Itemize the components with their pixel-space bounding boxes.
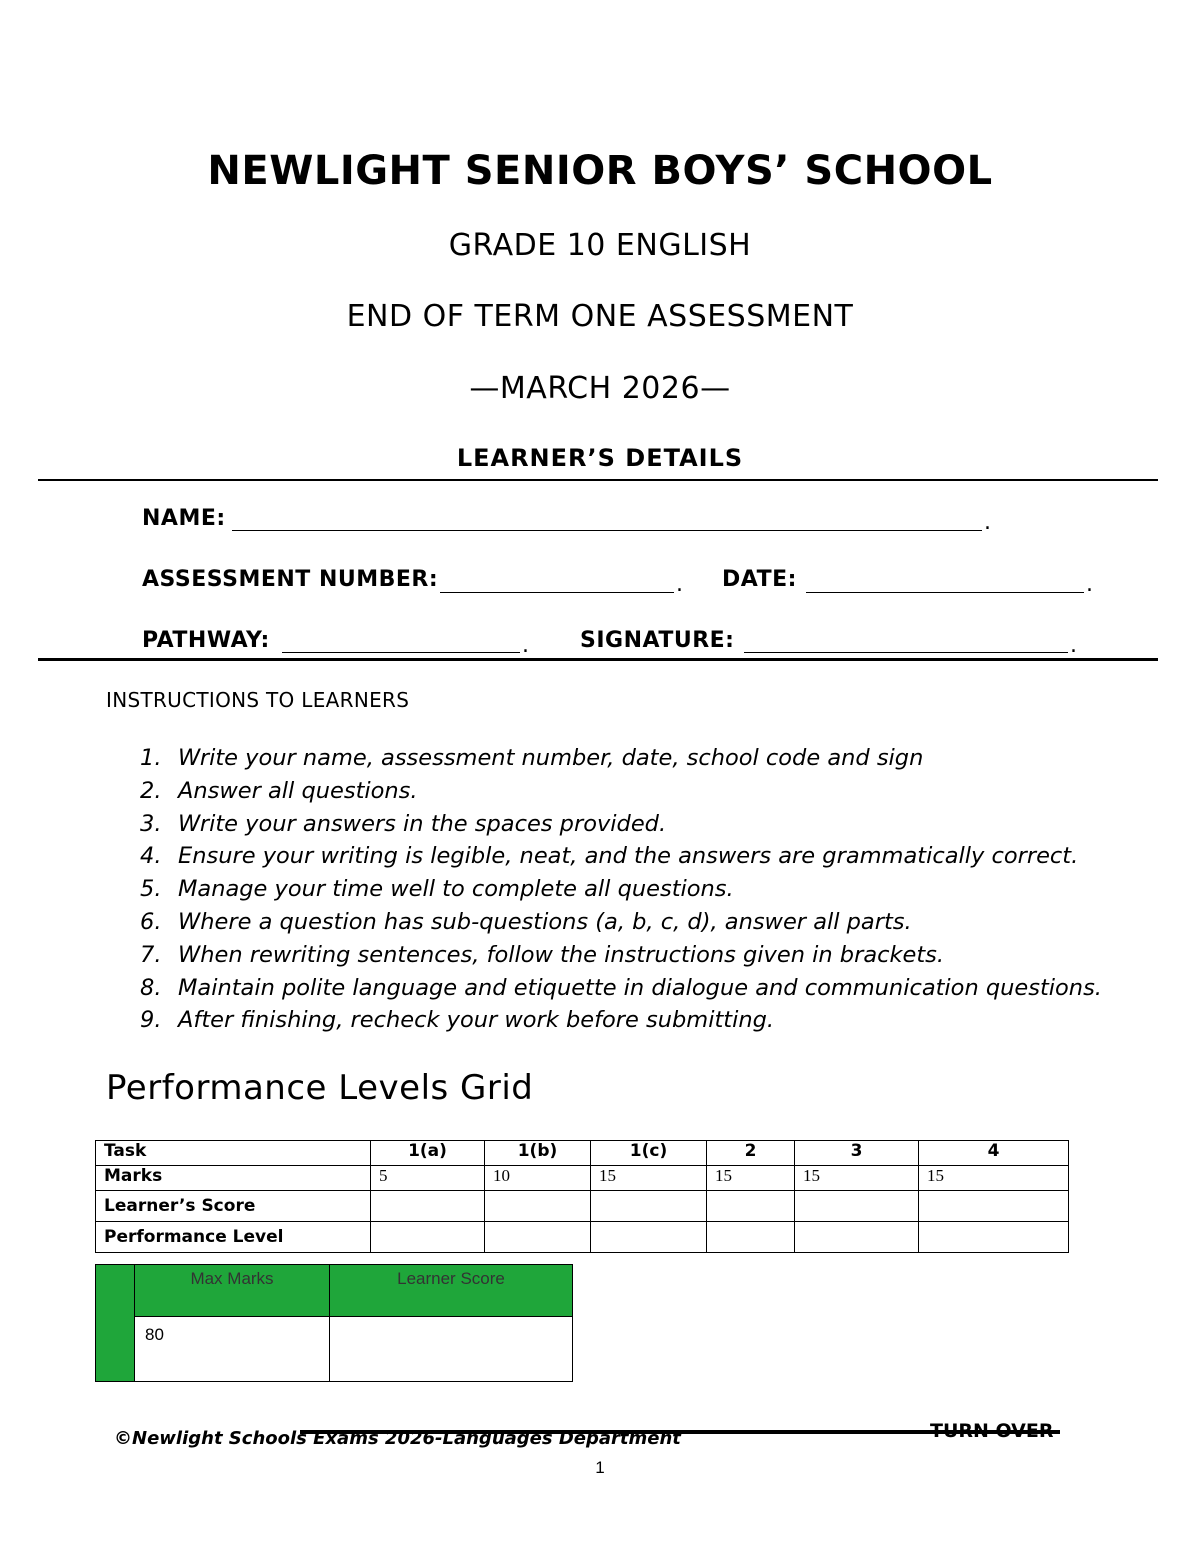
signature-dot: . bbox=[1070, 633, 1077, 658]
marks-cell: 10 bbox=[485, 1166, 591, 1191]
performance-grid-heading: Performance Levels Grid bbox=[106, 1068, 534, 1108]
level-cell[interactable] bbox=[371, 1222, 485, 1253]
page-number: 1 bbox=[595, 1458, 605, 1477]
level-cell[interactable] bbox=[485, 1222, 591, 1253]
level-cell[interactable] bbox=[591, 1222, 707, 1253]
instruction-number: 6. bbox=[140, 908, 162, 935]
learner-score-value[interactable] bbox=[330, 1317, 573, 1382]
marks-cell: 15 bbox=[591, 1166, 707, 1191]
summary-side-bar bbox=[96, 1265, 135, 1382]
pathway-field[interactable] bbox=[282, 652, 520, 653]
performance-level-row bbox=[96, 1222, 1069, 1253]
instruction-text: When rewriting sentences, follow the instructions given in brackets. bbox=[178, 941, 945, 968]
signature-label: SIGNATURE: bbox=[580, 628, 735, 653]
score-cell[interactable] bbox=[795, 1191, 919, 1222]
turn-over-label: TURN OVER bbox=[930, 1420, 1054, 1442]
learner-score-header: Learner Score bbox=[330, 1265, 573, 1317]
instruction-number: 7. bbox=[140, 941, 162, 968]
task-header: 4 bbox=[919, 1141, 1069, 1166]
task-row bbox=[96, 1141, 1069, 1166]
level-cell[interactable] bbox=[919, 1222, 1069, 1253]
instruction-item bbox=[140, 939, 1102, 972]
marks-cell: 5 bbox=[371, 1166, 485, 1191]
instruction-item bbox=[140, 742, 1102, 775]
school-title: NEWLIGHT SENIOR BOYS’ SCHOOL bbox=[207, 148, 993, 194]
performance-level-row-label: Performance Level bbox=[96, 1222, 371, 1253]
instruction-item bbox=[140, 873, 1102, 906]
task-header: 1(a) bbox=[371, 1141, 485, 1166]
details-top-rule bbox=[38, 479, 1158, 481]
instruction-number: 3. bbox=[140, 810, 162, 837]
learner-score-row-label: Learner’s Score bbox=[96, 1191, 371, 1222]
learner-score-row bbox=[96, 1191, 1069, 1222]
instruction-number: 4. bbox=[140, 843, 162, 870]
task-header: 3 bbox=[795, 1141, 919, 1166]
instruction-number: 5. bbox=[140, 876, 162, 903]
assessment-number-label: ASSESSMENT NUMBER: bbox=[142, 567, 439, 592]
marks-row bbox=[96, 1166, 1069, 1191]
instruction-text: Where a question has sub-questions (a, b, c, d), answer all parts. bbox=[178, 908, 912, 935]
date-field[interactable] bbox=[806, 592, 1084, 593]
assessment-title: END OF TERM ONE ASSESSMENT bbox=[346, 299, 854, 334]
score-cell[interactable] bbox=[485, 1191, 591, 1222]
pathway-dot: . bbox=[522, 633, 529, 658]
date-label: DATE: bbox=[722, 567, 797, 592]
details-bottom-rule bbox=[38, 658, 1158, 661]
task-header: 1(b) bbox=[485, 1141, 591, 1166]
instruction-text: After finishing, recheck your work before submitting. bbox=[178, 1007, 775, 1034]
instruction-text: Write your name, assessment number, date, school code and sign bbox=[178, 745, 924, 771]
instruction-text: Answer all questions. bbox=[178, 777, 418, 804]
instruction-number: 2. bbox=[140, 777, 162, 804]
marks-cell: 15 bbox=[707, 1166, 795, 1191]
max-marks-header: Max Marks bbox=[135, 1265, 330, 1317]
task-header: 2 bbox=[707, 1141, 795, 1166]
score-cell[interactable] bbox=[919, 1191, 1069, 1222]
instruction-text: Write your answers in the spaces provided. bbox=[178, 810, 667, 837]
score-cell[interactable] bbox=[371, 1191, 485, 1222]
instruction-number: 8. bbox=[140, 974, 162, 1001]
marks-row-label: Marks bbox=[96, 1166, 371, 1191]
level-cell[interactable] bbox=[707, 1222, 795, 1253]
instruction-item bbox=[140, 840, 1102, 873]
date-dot: . bbox=[1086, 572, 1093, 597]
task-header: 1(c) bbox=[591, 1141, 707, 1166]
name-label: NAME: bbox=[142, 506, 226, 531]
name-field[interactable] bbox=[232, 530, 982, 531]
instruction-number: 9. bbox=[140, 1007, 162, 1034]
pathway-label: PATHWAY: bbox=[142, 628, 270, 653]
grade-subject: GRADE 10 ENGLISH bbox=[448, 228, 752, 263]
marks-cell: 15 bbox=[919, 1166, 1069, 1191]
instruction-text: Ensure your writing is legible, neat, and the answers are grammatically correct. bbox=[178, 843, 1079, 870]
marks-summary-table bbox=[95, 1264, 573, 1382]
max-marks-value: 80 bbox=[135, 1317, 330, 1382]
footer-copyright: ©Newlight Schools Exams 2026-Languages Department bbox=[114, 1428, 681, 1449]
marks-cell: 15 bbox=[795, 1166, 919, 1191]
assessment-date: —MARCH 2026— bbox=[469, 371, 731, 406]
name-dot: . bbox=[984, 510, 991, 535]
signature-field[interactable] bbox=[744, 652, 1068, 653]
instruction-item bbox=[140, 906, 1102, 939]
score-cell[interactable] bbox=[707, 1191, 795, 1222]
instructions-heading: INSTRUCTIONS TO LEARNERS bbox=[106, 688, 410, 712]
instruction-item bbox=[140, 808, 1102, 841]
instruction-item bbox=[140, 972, 1102, 1005]
score-cell[interactable] bbox=[591, 1191, 707, 1222]
level-cell[interactable] bbox=[795, 1222, 919, 1253]
learners-details-heading: LEARNER’S DETAILS bbox=[456, 444, 744, 472]
instruction-item bbox=[140, 1004, 1102, 1037]
instruction-text: Maintain polite language and etiquette in dialogue and communication questions. bbox=[178, 974, 1102, 1001]
assessment-number-field[interactable] bbox=[440, 592, 674, 593]
performance-levels-table bbox=[95, 1140, 1069, 1253]
instruction-item bbox=[140, 775, 1102, 808]
instruction-text: Manage your time well to complete all questions. bbox=[178, 876, 734, 903]
instruction-number: 1. bbox=[140, 745, 162, 771]
task-row-label: Task bbox=[96, 1141, 371, 1166]
instructions-list bbox=[140, 742, 1102, 1037]
assessment-number-dot: . bbox=[676, 572, 683, 597]
